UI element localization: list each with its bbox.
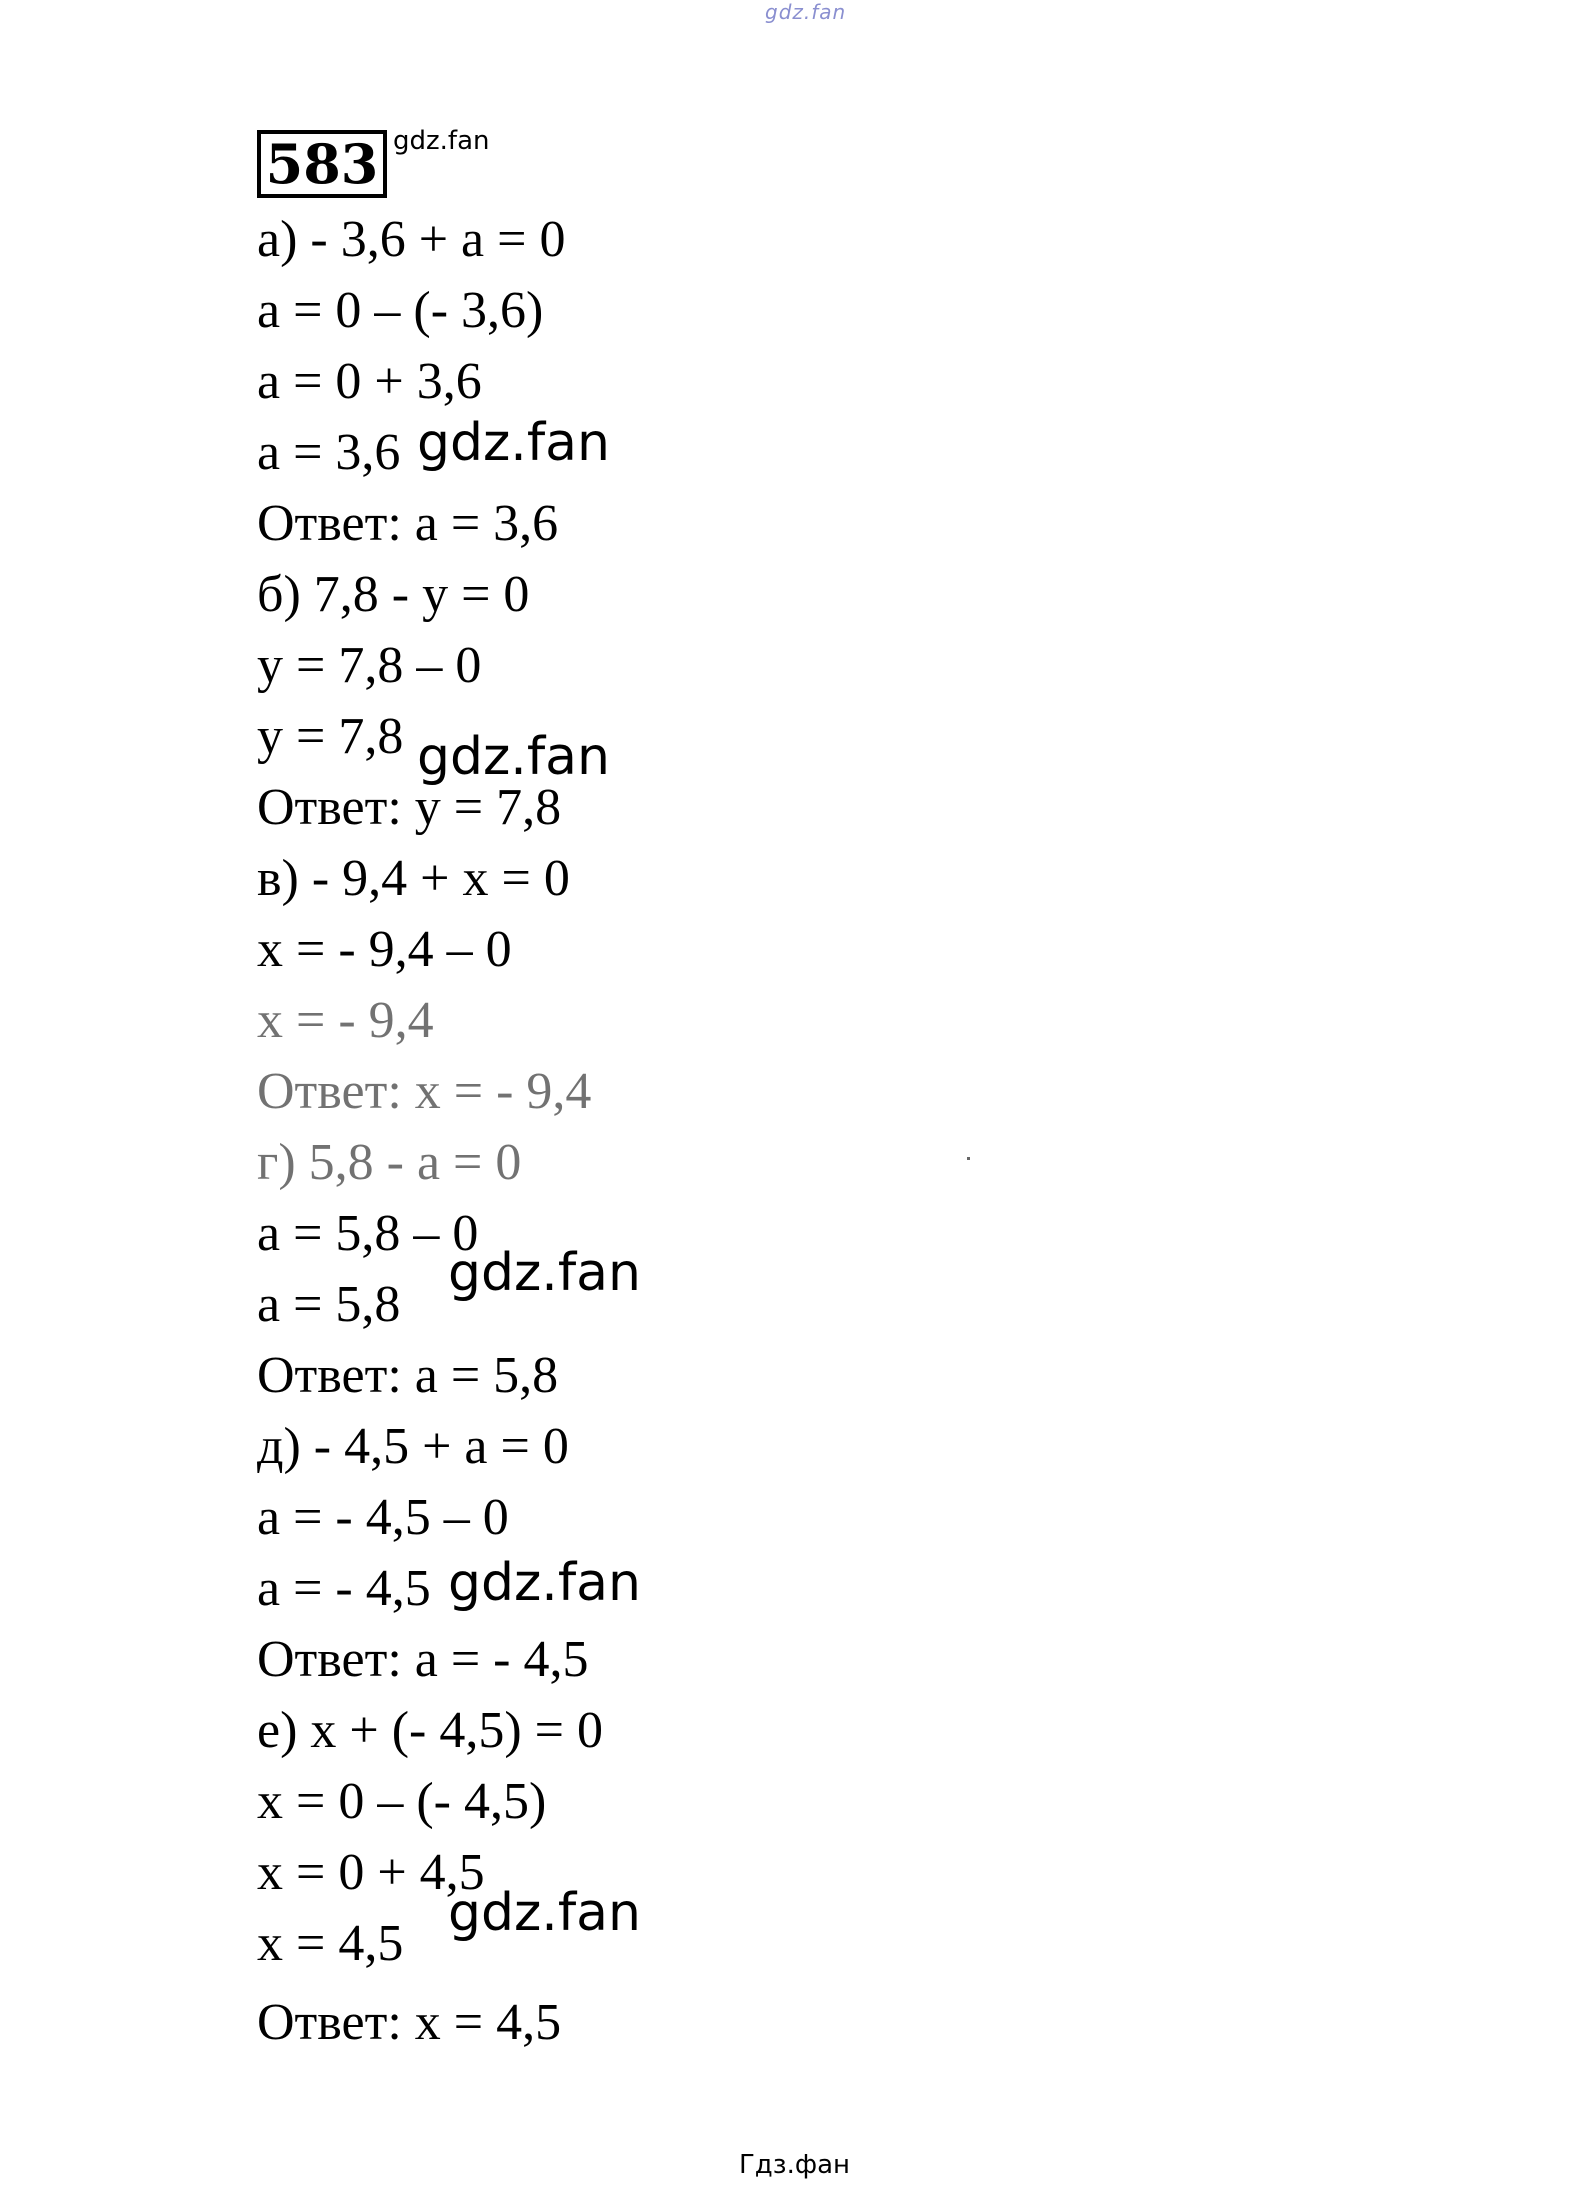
answer-line: Ответ: a = 3,6 — [257, 495, 559, 552]
top-watermark: gdz.fan — [765, 0, 847, 24]
answer-line: Ответ: x = 4,5 — [257, 1994, 562, 2051]
solution-line: г) 5,8 - a = 0 — [257, 1134, 522, 1191]
solution-line: x = - 9,4 — [257, 992, 434, 1049]
watermark: gdz.fan — [417, 727, 610, 787]
speck — [967, 1157, 970, 1160]
solution-line: y = 7,8 – 0 — [257, 637, 482, 694]
watermark: gdz.fan — [448, 1243, 641, 1303]
solution-line: a = 0 – (- 3,6) — [257, 282, 544, 339]
solution-line: x = - 9,4 – 0 — [257, 921, 512, 978]
solution-line: a = 3,6 — [257, 424, 401, 481]
solution-line: а) - 3,6 + a = 0 — [257, 211, 566, 268]
footer-watermark: Гдз.фан — [738, 2150, 851, 2180]
answer-line: Ответ: a = - 4,5 — [257, 1631, 589, 1688]
watermark: gdz.fan — [448, 1553, 641, 1613]
solution-line: д) - 4,5 + a = 0 — [257, 1418, 569, 1475]
answer-line: Ответ: a = 5,8 — [257, 1347, 559, 1404]
task-watermark: gdz.fan — [393, 126, 490, 156]
solution-line: a = - 4,5 – 0 — [257, 1489, 509, 1546]
solution-line: a = 5,8 — [257, 1276, 401, 1333]
answer-line: Ответ: y = 7,8 — [257, 779, 562, 836]
solution-line: x = 0 – (- 4,5) — [257, 1773, 547, 1830]
solution-line: a = 0 + 3,6 — [257, 353, 482, 410]
solution-line: е) x + (- 4,5) = 0 — [257, 1702, 603, 1759]
solution-line: x = 0 + 4,5 — [257, 1844, 485, 1901]
watermark: gdz.fan — [448, 1883, 641, 1943]
solution-line: a = - 4,5 — [257, 1560, 431, 1617]
solution-line: в) - 9,4 + x = 0 — [257, 850, 570, 907]
task-number-box: 583 — [257, 130, 387, 198]
solution-line: a = 5,8 – 0 — [257, 1205, 479, 1262]
watermark: gdz.fan — [417, 413, 610, 473]
answer-line: Ответ: x = - 9,4 — [257, 1063, 592, 1120]
solution-line: x = 4,5 — [257, 1915, 404, 1972]
solution-line: y = 7,8 — [257, 708, 404, 765]
solution-line: б) 7,8 - y = 0 — [257, 566, 530, 623]
